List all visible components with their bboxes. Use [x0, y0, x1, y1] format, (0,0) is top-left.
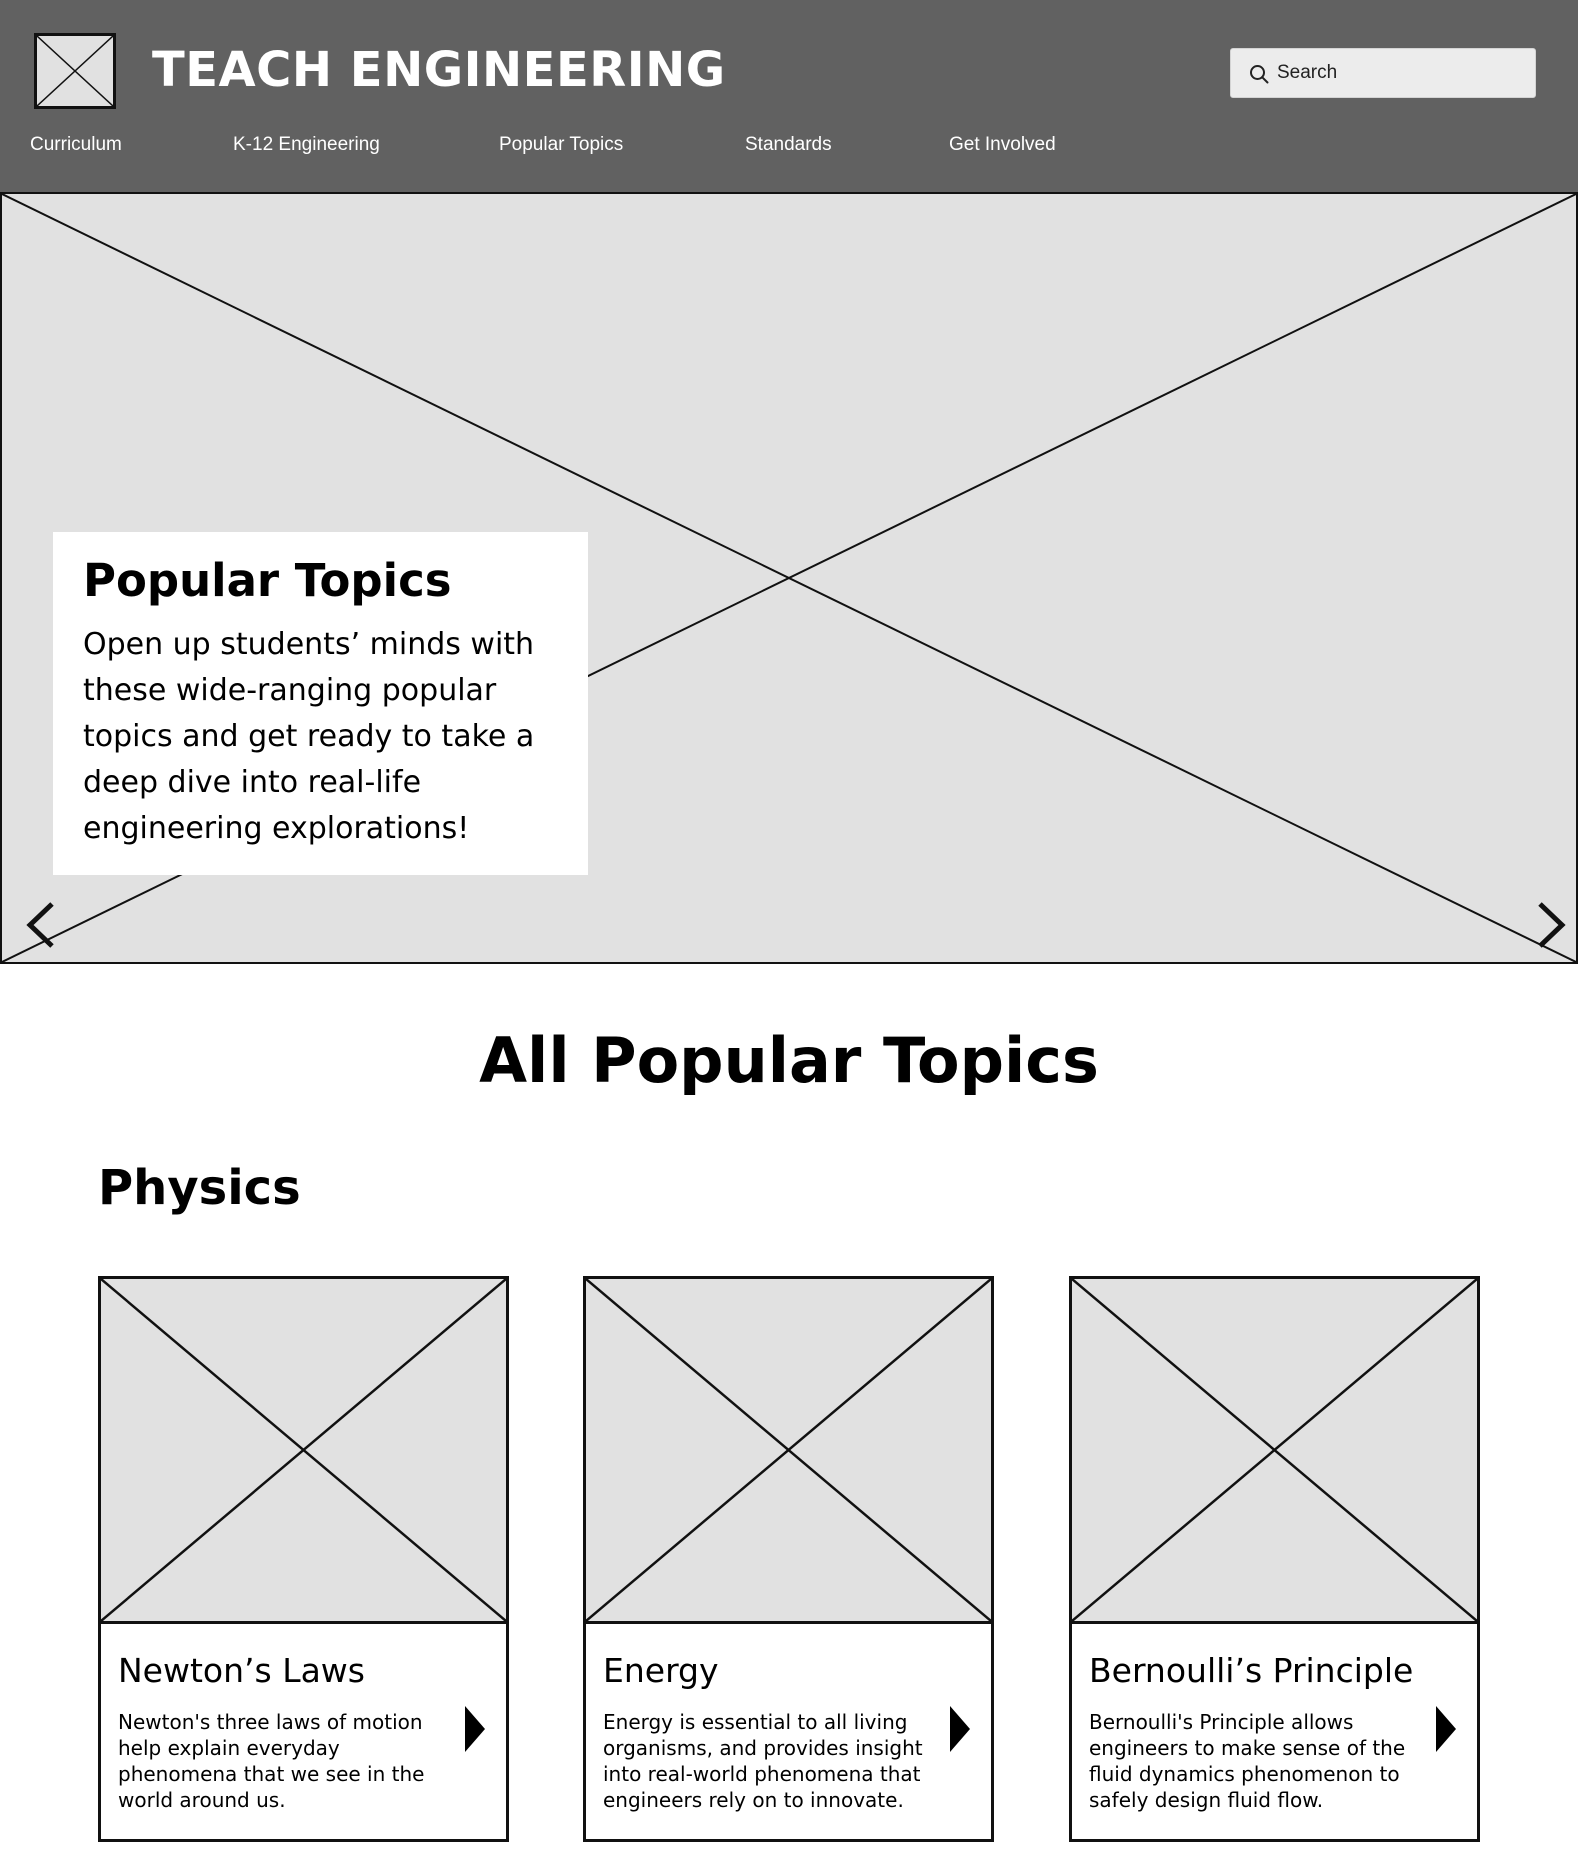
card-image-placeholder [586, 1279, 991, 1624]
logo-placeholder-icon[interactable] [34, 33, 116, 109]
image-placeholder-icon [586, 1279, 991, 1621]
chevron-right-icon [1530, 900, 1570, 950]
card-image-placeholder [101, 1279, 506, 1624]
category-title: Physics [98, 1160, 301, 1216]
image-placeholder-icon [101, 1279, 506, 1621]
card-description: Newton's three laws of motion help explain everyday phenomena that we see in the world around us. [118, 1710, 425, 1812]
topic-card-bernoullis-principle[interactable] [1069, 1276, 1480, 1842]
site-title[interactable]: TEACH ENGINEERING [152, 42, 726, 98]
hero-carousel [0, 192, 1578, 964]
chevron-left-icon [22, 900, 62, 950]
carousel-next-button[interactable] [1530, 900, 1570, 950]
nav-item-k12-engineering[interactable]: K-12 Engineering [233, 134, 380, 155]
hero-title: Popular Topics [83, 554, 452, 607]
nav-item-popular-topics[interactable]: Popular Topics [499, 134, 624, 155]
play-arrow-icon[interactable] [463, 1704, 487, 1754]
topic-card-newtons-laws[interactable] [98, 1276, 509, 1842]
card-image-placeholder [1072, 1279, 1477, 1624]
carousel-prev-button[interactable] [22, 900, 62, 950]
main-nav [0, 134, 1578, 164]
card-title: Bernoulli’s Principle [1089, 1651, 1414, 1690]
search-input[interactable] [1277, 49, 1527, 97]
card-title: Newton’s Laws [118, 1651, 365, 1690]
nav-item-get-involved[interactable]: Get Involved [949, 134, 1056, 155]
play-arrow-icon[interactable] [1434, 1704, 1458, 1754]
play-arrow-icon[interactable] [948, 1704, 972, 1754]
search-icon [1249, 64, 1269, 84]
nav-item-curriculum[interactable]: Curriculum [30, 134, 122, 155]
search-box[interactable] [1230, 48, 1536, 98]
page-title: All Popular Topics [479, 1024, 1099, 1097]
nav-item-standards[interactable]: Standards [745, 134, 832, 155]
card-description: Energy is essential to all living organisms, and provides insight into real-world phenomena that engineers rely on to innovate. [603, 1710, 923, 1812]
topic-card-energy[interactable] [583, 1276, 994, 1842]
hero-text: Open up students’ minds with these wide-ranging popular topics and get ready to take a deep dive into real-life engineering explorations! [83, 627, 535, 846]
site-header [0, 0, 1578, 192]
image-placeholder-icon [1072, 1279, 1477, 1621]
card-title: Energy [603, 1651, 719, 1690]
hero-text-card [53, 532, 588, 875]
card-description: Bernoulli's Principle allows engineers to make sense of the fluid dynamics phenomenon to safely design fluid flow. [1089, 1710, 1406, 1812]
